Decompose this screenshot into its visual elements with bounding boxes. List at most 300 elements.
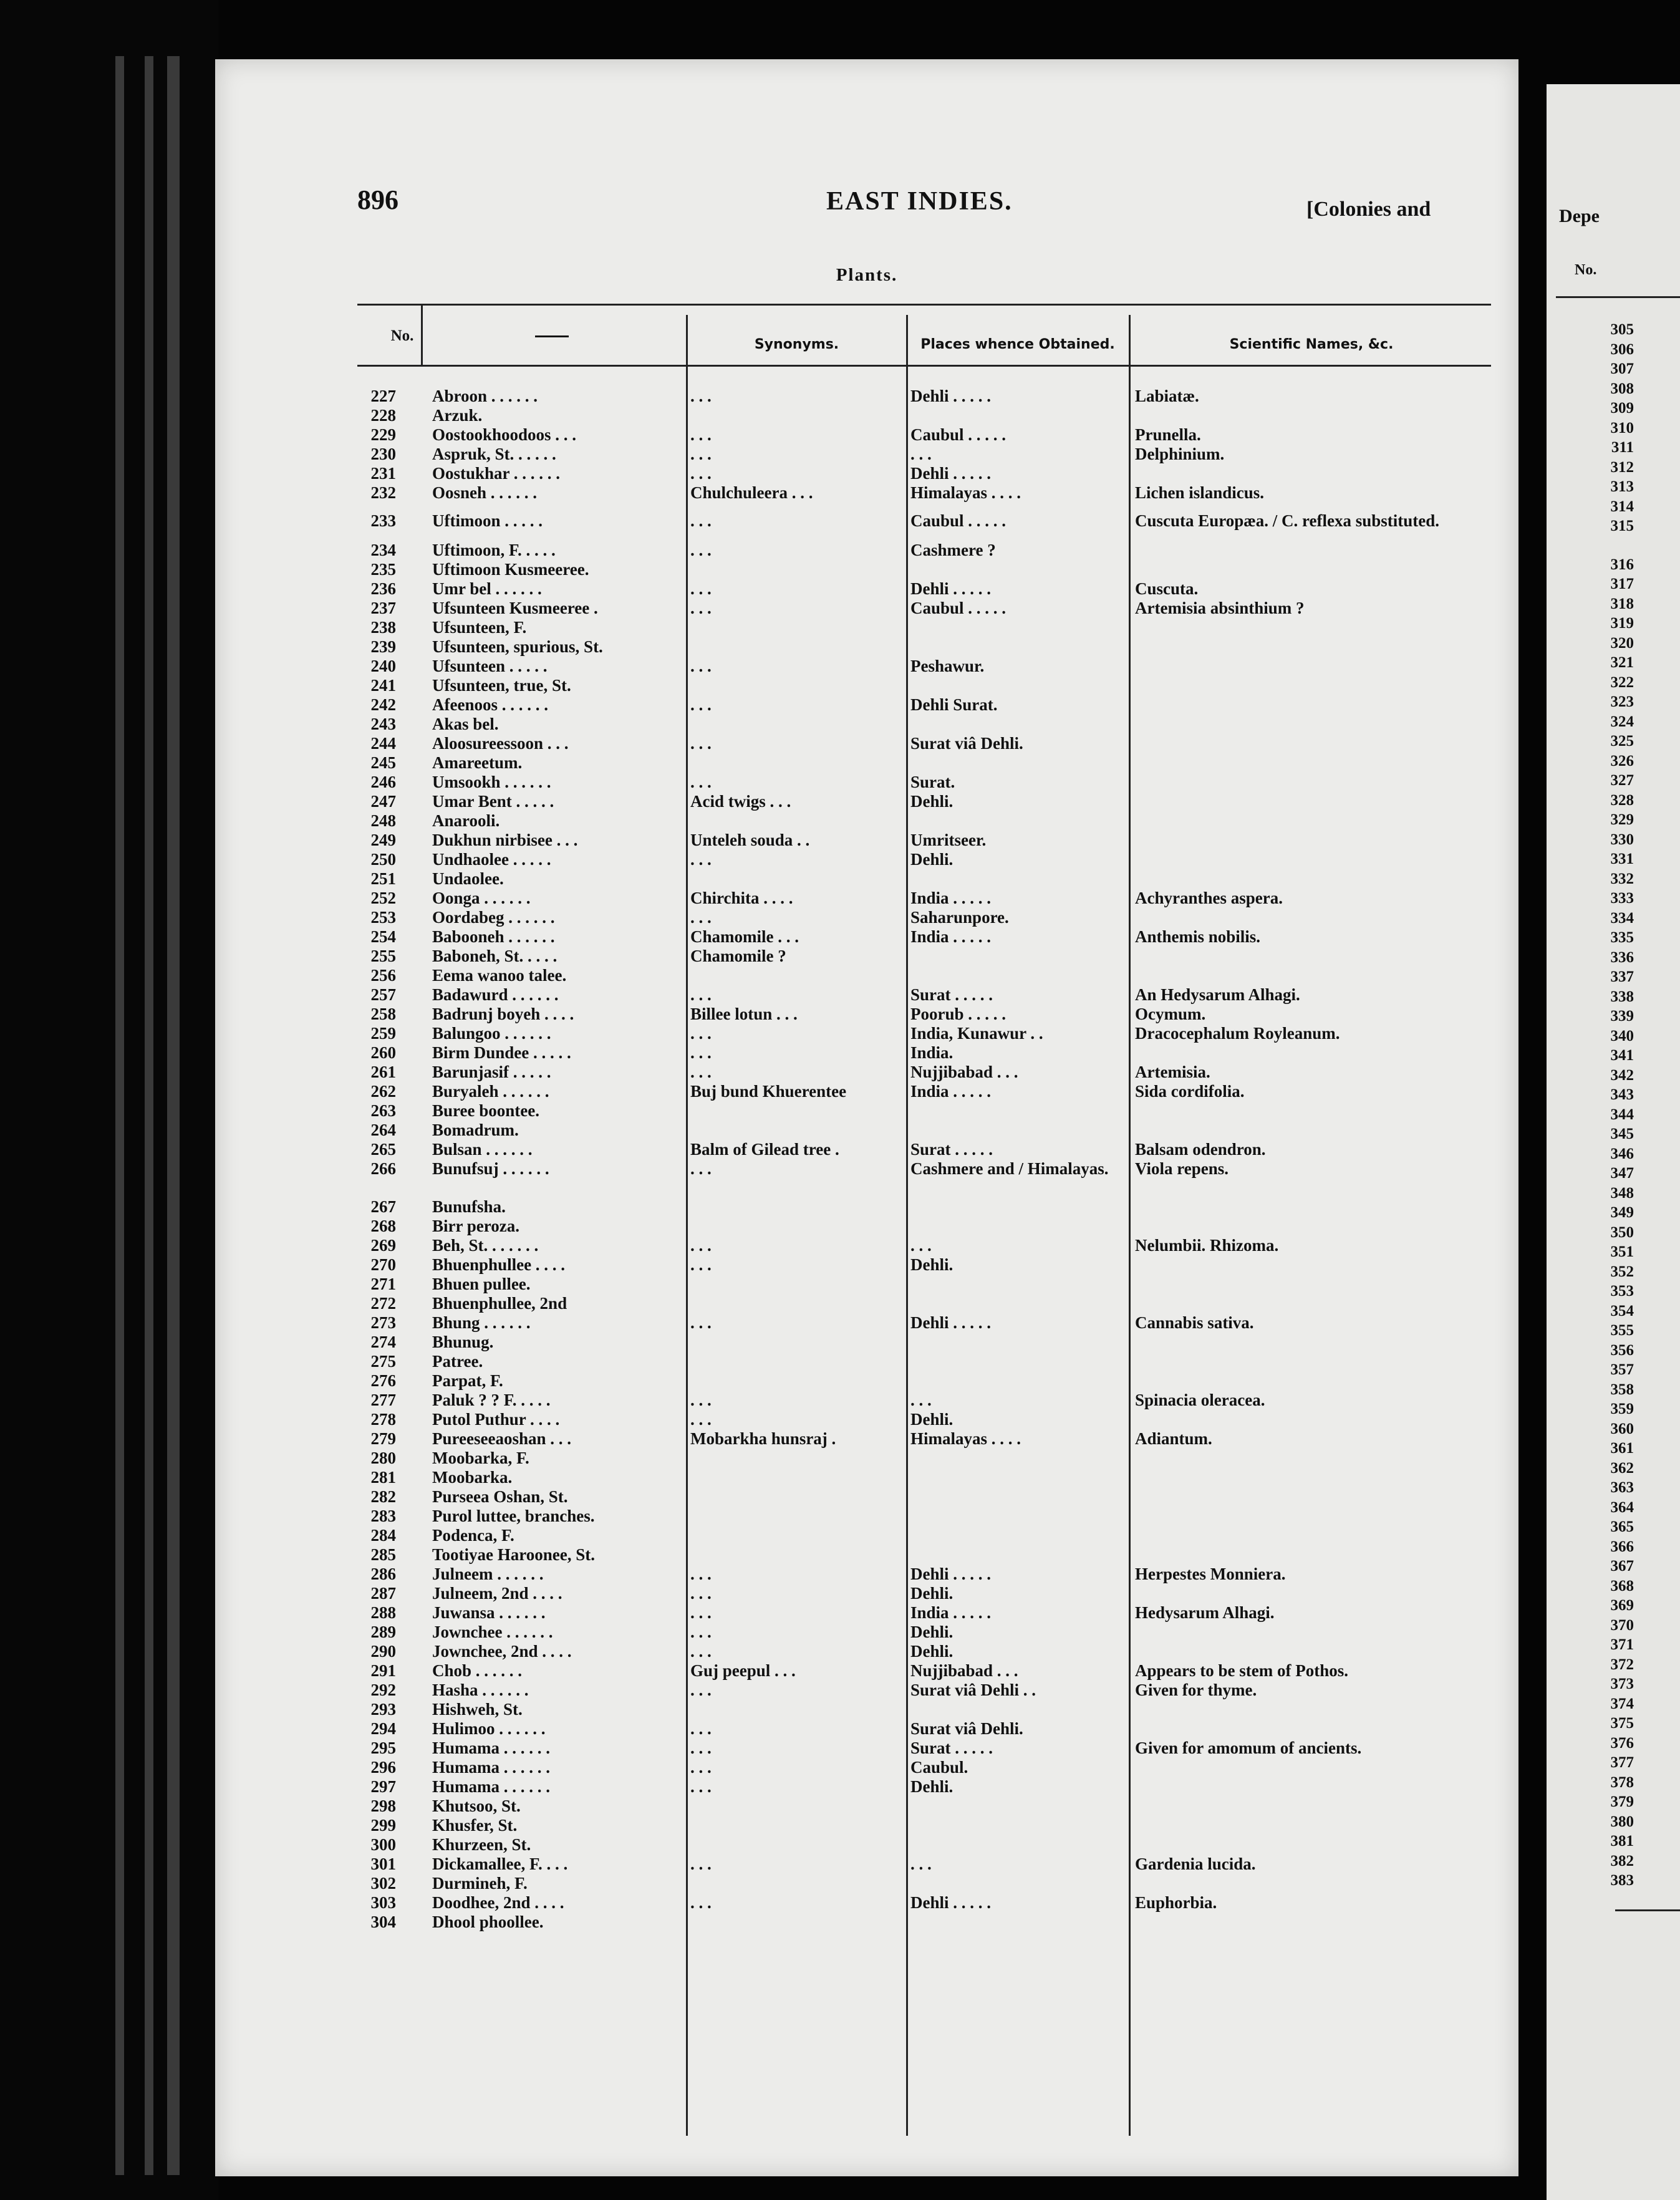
synonym: Chirchita . . . . [690,889,793,907]
table-row [215,1816,1518,1835]
row-number: 292 [370,1681,396,1699]
row-number: 280 [370,1449,396,1467]
plant-name: Uftimoon . . . . . [432,511,543,530]
row-number: 275 [370,1352,396,1371]
page-edge [167,56,180,2175]
plant-name: Moobarka, F. [432,1449,529,1467]
row-number: 288 [370,1603,396,1622]
table-row [215,1333,1518,1352]
table-row [215,1429,1518,1449]
place-obtained: Himalayas . . . . [910,1429,1021,1448]
facing-page-row-number: 334 [1610,909,1634,927]
scientific-name: Delphinium. [1135,445,1225,463]
row-number: 296 [370,1758,396,1777]
scientific-name: Herpestes Monniera. [1135,1565,1286,1583]
row-number: 241 [370,676,396,695]
row-number: 278 [370,1410,396,1429]
plant-name: Abroon . . . . . . [432,387,538,405]
synonym: Chamomile ? [690,947,786,965]
book-page [215,59,1518,2176]
plant-name: Bhuenphullee . . . . [432,1255,566,1274]
place-obtained: . . . [910,445,932,463]
plant-name: Juwansa . . . . . . [432,1603,546,1622]
row-number: 234 [370,541,396,559]
table-row [215,1197,1518,1217]
plant-name: Buree boontee. [432,1101,539,1120]
facing-page [1547,84,1680,2200]
synonym: . . . [690,1236,712,1255]
row-number: 303 [370,1893,396,1912]
table-row [215,792,1518,811]
place-obtained: Dehli. [910,1255,953,1274]
table-row [215,1565,1518,1584]
plant-name: Ufsunteen, F. [432,618,527,637]
row-number: 260 [370,1043,396,1062]
facing-page-row-number: 360 [1610,1420,1634,1437]
plant-name: Aspruk, St. . . . . . [432,445,556,463]
plant-name: Afeenoos . . . . . . [432,695,548,714]
facing-page-row-number: 338 [1610,988,1634,1005]
facing-page-column-no: No. [1575,262,1597,278]
plant-name: Babooneh . . . . . . [432,927,555,946]
table-row [215,657,1518,676]
facing-page-row-number: 368 [1610,1577,1634,1595]
place-obtained: Dehli . . . . . [910,387,992,405]
facing-page-row-number: 376 [1610,1734,1634,1752]
row-number: 240 [370,657,396,675]
table-row [215,637,1518,657]
place-obtained: Dehli. [910,1584,953,1603]
facing-page-row-number: 369 [1610,1597,1634,1614]
place-obtained: Dehli. [910,850,953,869]
row-number: 232 [370,483,396,502]
row-number: 295 [370,1739,396,1757]
row-number: 256 [370,966,396,985]
plant-name: Oosneh . . . . . . [432,483,538,502]
table-row [215,1313,1518,1333]
plant-name: Bhuen pullee. [432,1275,531,1293]
facing-page-row-number: 307 [1610,360,1634,377]
place-obtained: . . . [910,1855,932,1873]
table-row [215,387,1518,406]
row-number: 247 [370,792,396,811]
synonym: . . . [690,1410,712,1429]
facing-page-row-number: 343 [1610,1086,1634,1103]
plant-name: Patree. [432,1352,483,1371]
table-row [215,1275,1518,1294]
plant-name: Bulsan . . . . . . [432,1140,533,1159]
row-number: 252 [370,889,396,907]
column-header-scientific: Scientific Names, &c. [1229,337,1394,352]
scientific-name: Balsam odendron. [1135,1140,1266,1159]
place-obtained: India, Kunawur . . [910,1024,1043,1043]
table-row [215,927,1518,947]
table-row [215,676,1518,695]
place-obtained: Saharunpore. [910,908,1009,927]
scientific-name: Nelumbii. Rhizoma. [1135,1236,1279,1255]
scientific-name: Prunella. [1135,425,1201,444]
table-row [215,1739,1518,1758]
facing-page-row-number: 352 [1610,1263,1634,1280]
row-number: 245 [370,753,396,772]
table-row [215,1584,1518,1603]
place-obtained: Dehli. [910,792,953,811]
facing-page-row-number: 379 [1610,1793,1634,1810]
table-row [215,831,1518,850]
synonym: . . . [690,1024,712,1043]
facing-page-row-number: 310 [1610,419,1634,437]
facing-page-row-number: 365 [1610,1518,1634,1535]
facing-page-row-number: 340 [1610,1027,1634,1045]
scientific-name: Cuscuta. [1135,579,1199,598]
facing-page-row-number: 372 [1610,1656,1634,1673]
table-row [215,1913,1518,1932]
scientific-name: Labiatæ. [1135,387,1199,405]
table-row [215,579,1518,599]
facing-page-row-number: 325 [1610,733,1634,750]
place-obtained: Dehli . . . . . [910,464,992,483]
scientific-name: Sida cordifolia. [1135,1082,1245,1101]
table-row [215,541,1518,560]
synonym: . . . [690,1043,712,1062]
plant-name: Baboneh, St. . . . . [432,947,558,965]
plant-name: Umar Bent . . . . . [432,792,554,811]
plant-name: Purol luttee, branches. [432,1507,595,1525]
scientific-name: Adiantum. [1135,1429,1212,1448]
synonym: . . . [690,1063,712,1081]
synonym: Buj bund Khuerentee [690,1082,847,1101]
plant-name: Bhunug. [432,1333,494,1351]
synonym: . . . [690,1391,712,1409]
synonym: . . . [690,1642,712,1661]
plant-name: Putol Puthur . . . . [432,1410,560,1429]
facing-page-row-number: 335 [1610,929,1634,946]
place-obtained: Surat viâ Dehli . . [910,1681,1036,1699]
plant-name: Khusfer, St. [432,1816,518,1835]
table-row [215,1217,1518,1236]
facing-page-row-number: 383 [1610,1872,1634,1889]
facing-page-row-number: 345 [1610,1126,1634,1142]
facing-page-rule [1556,296,1680,298]
table-row [215,908,1518,927]
table-row [215,966,1518,985]
synonym: . . . [690,695,712,714]
row-number: 264 [370,1121,396,1139]
plant-name: Bunufsuj . . . . . . [432,1159,549,1178]
facing-page-row-number: 327 [1610,772,1634,789]
synonym: . . . [690,1681,712,1699]
facing-page-row-number: 356 [1610,1341,1634,1359]
plant-name: Humama . . . . . . [432,1739,550,1757]
facing-page-row-number: 381 [1610,1833,1634,1850]
place-obtained: India . . . . . [910,1082,992,1101]
facing-page-row-number: 317 [1610,576,1634,592]
table-row [215,445,1518,464]
row-number: 283 [370,1507,396,1525]
facing-page-row-number: 371 [1610,1636,1634,1653]
row-number: 239 [370,637,396,656]
table-row [215,511,1518,531]
place-obtained: Peshawur. [910,657,985,675]
row-number: 300 [370,1835,396,1854]
table-row [215,715,1518,734]
synonym: . . . [690,387,712,405]
synonym: . . . [690,1777,712,1796]
table-row [215,1371,1518,1391]
facing-page-row-number: 353 [1610,1283,1634,1300]
facing-page-row-number: 337 [1610,968,1634,985]
facing-page-row-number: 321 [1610,654,1634,671]
table-row [215,406,1518,425]
table-row [215,1835,1518,1855]
facing-page-row-number: 314 [1610,498,1634,515]
plant-name: Ufsunteen, true, St. [432,676,571,695]
row-number: 262 [370,1082,396,1101]
synonym: . . . [690,1565,712,1583]
facing-page-row-number: 351 [1610,1243,1634,1260]
plant-name: Hishweh, St. [432,1700,523,1719]
table-row [215,1874,1518,1893]
row-number: 230 [370,445,396,463]
row-number: 294 [370,1719,396,1738]
table-row [215,947,1518,966]
row-number: 227 [370,387,396,405]
plant-name: Umsookh . . . . . . [432,773,551,791]
table-row [215,1121,1518,1140]
table-row [215,560,1518,579]
facing-page-row-number: 313 [1610,478,1634,495]
scientific-name: An Hedysarum Alhagi. [1135,985,1300,1004]
row-number: 298 [370,1797,396,1815]
table-row [215,695,1518,715]
synonym: Billee lotun . . . [690,1005,798,1023]
section-title: Plants. [836,265,898,285]
plant-name: Uftimoon Kusmeeree. [432,560,589,579]
page-edge [115,56,124,2175]
row-number: 249 [370,831,396,849]
scientific-name: Spinacia oleracea. [1135,1391,1265,1409]
row-number: 246 [370,773,396,791]
row-number: 236 [370,579,396,598]
scientific-name: Anthemis nobilis. [1135,927,1261,946]
column-header-synonyms: Synonyms. [754,337,839,352]
table-row [215,1043,1518,1063]
row-number: 272 [370,1294,396,1313]
place-obtained: Caubul . . . . . [910,511,1007,530]
facing-page-row-number: 311 [1611,439,1634,456]
place-obtained: India . . . . . [910,889,992,907]
scientific-name: Artemisia. [1135,1063,1210,1081]
facing-page-row-number: 333 [1610,890,1634,907]
table-row [215,869,1518,889]
place-obtained: Himalayas . . . . [910,483,1021,502]
row-number: 268 [370,1217,396,1235]
table-row [215,1255,1518,1275]
row-number: 281 [370,1468,396,1487]
place-obtained: Surat viâ Dehli. [910,1719,1023,1738]
facing-page-row-number: 348 [1610,1184,1634,1202]
synonym: . . . [690,1313,712,1332]
table-row [215,1487,1518,1507]
scientific-name: Hedysarum Alhagi. [1135,1603,1275,1622]
plant-name: Durmineh, F. [432,1874,528,1893]
row-number: 254 [370,927,396,946]
facing-page-row-number: 341 [1610,1047,1634,1064]
plant-name: Humama . . . . . . [432,1777,550,1796]
facing-page-row-number: 377 [1610,1754,1634,1771]
row-number: 228 [370,406,396,425]
synonym: . . . [690,445,712,463]
table-row [215,425,1518,445]
facing-page-row-number: 367 [1610,1558,1634,1575]
row-number: 229 [370,425,396,444]
facing-page-row-number: 361 [1610,1440,1634,1457]
synonym: Chamomile . . . [690,927,799,946]
facing-page-row-number: 318 [1610,595,1634,612]
row-number: 258 [370,1005,396,1023]
plant-name: Jownchee . . . . . . [432,1623,553,1641]
table-row [215,483,1518,503]
table-row [215,1700,1518,1719]
synonym: . . . [690,599,712,617]
facing-page-row-number: 342 [1610,1066,1634,1084]
row-number: 271 [370,1275,396,1293]
plant-name: Amareetum. [432,753,523,772]
scientific-name: Ocymum. [1135,1005,1206,1023]
plant-name: Birr peroza. [432,1217,519,1235]
facing-page-row-number: 312 [1610,458,1634,476]
facing-page-row-number: 316 [1610,556,1634,573]
facing-page-row-number: 375 [1610,1715,1634,1732]
plant-name: Tootiyae Haroonee, St. [432,1545,595,1564]
facing-page-row-number: 362 [1610,1459,1634,1477]
place-obtained: Umritseer. [910,831,987,849]
table-row [215,1545,1518,1565]
row-number: 279 [370,1429,396,1448]
place-obtained: Dehli. [910,1623,953,1641]
facing-page-row-number: 366 [1610,1538,1634,1555]
table-row [215,1468,1518,1487]
plant-name: Parpat, F. [432,1371,503,1390]
table-row [215,1294,1518,1313]
table-row [215,1642,1518,1661]
row-number: 250 [370,850,396,869]
synonym: . . . [690,773,712,791]
synonym: . . . [690,1255,712,1274]
table-row [215,1855,1518,1874]
place-obtained: Caubul . . . . . [910,599,1007,617]
scientific-name: Achyranthes aspera. [1135,889,1283,907]
column-header-places: Places whence Obtained. [920,337,1115,352]
row-number: 251 [370,869,396,888]
table-row [215,1797,1518,1816]
table-header-rule [357,365,1491,367]
facing-page-row-number: 329 [1610,811,1634,828]
facing-page-row-number: 315 [1610,518,1634,534]
table-row [215,1063,1518,1082]
plant-name: Oordabeg . . . . . . [432,908,555,927]
facing-page-row-number: 347 [1610,1165,1634,1182]
table-row [215,599,1518,618]
row-number: 259 [370,1024,396,1043]
row-number: 301 [370,1855,396,1873]
table-row [215,850,1518,869]
row-number: 242 [370,695,396,714]
table-row [215,1352,1518,1371]
plant-name: Bhuenphullee, 2nd [432,1294,567,1313]
place-obtained: Dehli . . . . . [910,1313,992,1332]
table-row [215,773,1518,792]
row-number: 257 [370,985,396,1004]
scientific-name: Euphorbia. [1135,1893,1217,1912]
synonym: . . . [690,1893,712,1912]
row-number: 293 [370,1700,396,1719]
table-row [215,1661,1518,1681]
plant-name: Hulimoo . . . . . . [432,1719,546,1738]
table-row [215,1526,1518,1545]
row-number: 274 [370,1333,396,1351]
column-header-no: No. [390,327,414,344]
synonym: Balm of Gilead tree . [690,1140,839,1159]
plant-name: Barunjasif . . . . . [432,1063,551,1081]
facing-page-header: Depe [1559,206,1600,226]
synonym: Chulchuleera . . . [690,483,813,502]
row-number: 282 [370,1487,396,1506]
row-number: 263 [370,1101,396,1120]
place-obtained: Surat. [910,773,955,791]
row-number: 276 [370,1371,396,1390]
synonym: Unteleh souda . . [690,831,810,849]
row-number: 235 [370,560,396,579]
table-row [215,1159,1518,1179]
place-obtained: Dehli . . . . . [910,1565,992,1583]
plant-name: Badawurd . . . . . . [432,985,559,1004]
plant-name: Oostookhoodoos . . . [432,425,577,444]
page-edge [145,56,153,2175]
plant-name: Ufsunteen Kusmeeree . [432,599,598,617]
facing-page-row-number: 370 [1610,1616,1634,1634]
row-number: 287 [370,1584,396,1603]
row-number: 237 [370,599,396,617]
synonym: Acid twigs . . . [690,792,791,811]
place-obtained: Surat viâ Dehli. [910,734,1023,753]
facing-page-row-number: 319 [1610,615,1634,632]
table-row [215,1005,1518,1024]
table-row [215,1082,1518,1101]
scientific-name: Dracocephalum Royleanum. [1135,1024,1340,1043]
plant-name: Julneem . . . . . . [432,1565,544,1583]
plant-name: Dukhun nirbisee . . . [432,831,578,849]
facing-page-row-number: 363 [1610,1479,1634,1496]
plant-name: Buryaleh . . . . . . [432,1082,549,1101]
table-row [215,1777,1518,1797]
place-obtained: Surat . . . . . [910,985,993,1004]
row-number: 248 [370,811,396,830]
row-number: 273 [370,1313,396,1332]
synonym: . . . [690,657,712,675]
synonym: . . . [690,1739,712,1757]
scientific-name: Gardenia lucida. [1135,1855,1256,1873]
synonym: . . . [690,1623,712,1641]
table-row [215,734,1518,753]
synonym: . . . [690,908,712,927]
plant-name: Akas bel. [432,715,499,733]
plant-name: Julneem, 2nd . . . . [432,1584,562,1603]
plant-name: Hasha . . . . . . [432,1681,529,1699]
facing-page-row-number: 373 [1610,1676,1634,1692]
facing-page-row-number: 332 [1610,870,1634,887]
table-row [215,464,1518,483]
